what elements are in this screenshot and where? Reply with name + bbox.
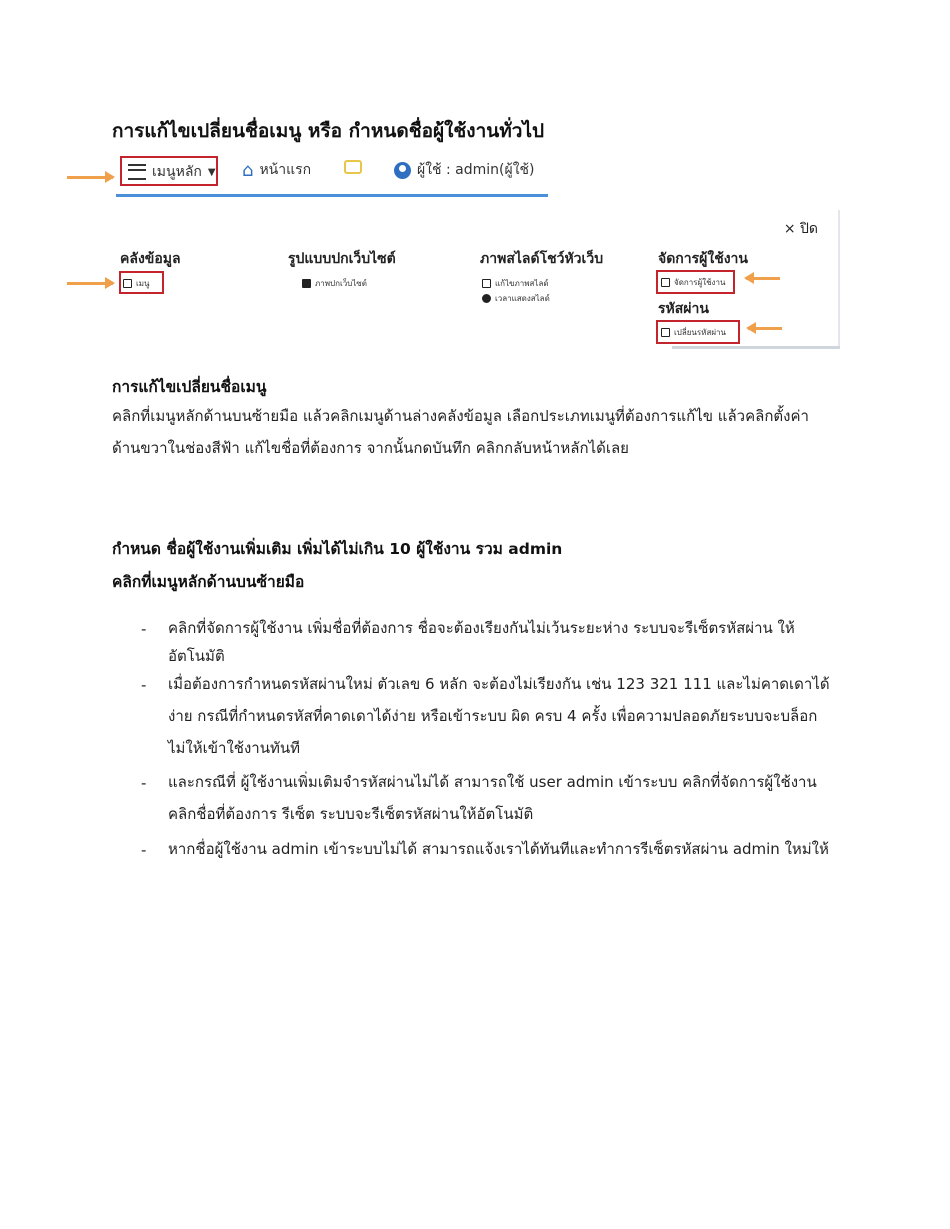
home-icon: ⌂ bbox=[242, 159, 254, 181]
cover-image-label: ภาพปกเว็บไซต์ bbox=[315, 279, 367, 288]
hamburger-icon bbox=[128, 164, 146, 180]
chat-link[interactable] bbox=[344, 160, 362, 174]
bullet-2-line-3: ไม่ให้เข้าใช้งานทันที bbox=[168, 739, 300, 757]
column-heading-website-cover: รูปแบบปกเว็บไซต์ bbox=[288, 251, 396, 267]
home-link[interactable] bbox=[242, 159, 311, 181]
bullet-2-line-1: เมื่อต้องการกำหนดรหัสผ่านใหม่ ตัวเลข 6 หลัก จะต้องไม่เรียงกัน เช่น 123 321 111 และไม่คาดเดาได้ bbox=[168, 675, 830, 693]
clock-icon bbox=[482, 294, 491, 303]
section1-line-1: คลิกที่เมนูหลักด้านบนซ้ายมือ แล้วคลิกเมนูด้านล่างคลังข้อมูล เลือกประเภทเมนูที่ต้องการแก้ไข แล้วคลิกตั้งค่า bbox=[112, 407, 809, 425]
bullet-2-line-2: ง่าย กรณีที่กำหนดรหัสที่คาดเดาได้ง่าย หรือเข้าระบบ ผิด ครบ 4 ครั้ง เพื่อความปลอดภัยระบบจะบล็อก bbox=[168, 707, 818, 725]
change-password-label: เปลี่ยนรหัสผ่าน bbox=[674, 328, 726, 337]
bullet-marker-4: - bbox=[141, 841, 147, 859]
menu-panel-screenshot bbox=[112, 210, 840, 350]
bullet-3-line-1: และกรณีที่ ผู้ใช้งานเพิ่มเติมจำรหัสผ่านไม่ได้ สามารถใช้ user admin เข้าระบบ คลิกที่จัดการผู้ใช้งาน bbox=[168, 773, 817, 791]
bullet-1-line-1: คลิกที่จัดการผู้ใช้งาน เพิ่มชื่อที่ต้องการ ชื่อจะต้องเรียงกันไม่เว้นระยะห่าง ระบบจะรีเซ็ตรหัสผ่าน ให้ bbox=[168, 619, 795, 637]
top-nav-screenshot bbox=[116, 152, 548, 197]
slide-time-link[interactable] bbox=[482, 292, 550, 305]
bullet-4-line-1: หากชื่อผู้ใช้งาน admin เข้าระบบไม่ได้ สามารถแจ้งเราได้ทันทีและทำการรีเซ็ตรหัสผ่าน admin ใหม่ให้ bbox=[168, 840, 829, 858]
section1-line-2: ด้านขวาในช่องสีฟ้า แก้ไขชื่อที่ต้องการ จากนั้นกดบันทึก คลิกกลับหน้าหลักได้เลย bbox=[112, 439, 629, 457]
pointer-arrow-user-management bbox=[746, 277, 780, 280]
cover-image-link[interactable] bbox=[302, 277, 367, 290]
close-button[interactable]: × ปิด bbox=[783, 221, 818, 237]
user-label: ผู้ใช้ : admin(ผู้ใช้) bbox=[417, 162, 535, 178]
caret-down-icon: ▼ bbox=[207, 166, 216, 178]
lock-icon bbox=[661, 328, 670, 337]
slide-time-label: เวลาแสดงสไลด์ bbox=[495, 294, 550, 303]
column-heading-archive: คลังข้อมูล bbox=[120, 251, 181, 267]
bullet-marker-3: - bbox=[141, 774, 147, 792]
user-link[interactable] bbox=[394, 159, 535, 181]
panel-bottom-border bbox=[672, 346, 840, 349]
menu-item-label: เมนู bbox=[136, 279, 150, 288]
pointer-arrow-change-password bbox=[748, 327, 782, 330]
list-icon bbox=[123, 279, 132, 288]
main-menu-button[interactable] bbox=[128, 161, 216, 183]
edit-slide-label: แก้ไขภาพสไลด์ bbox=[495, 279, 549, 288]
bullet-3-line-2: คลิกชื่อที่ต้องการ รีเซ็ต ระบบจะรีเซ็ตรหัสผ่านให้อัตโนมัติ bbox=[168, 805, 534, 823]
main-menu-label: เมนูหลัก bbox=[152, 164, 202, 180]
bullet-1-line-2: อัตโนมัติ bbox=[168, 647, 225, 665]
change-password-link[interactable] bbox=[661, 326, 726, 339]
menu-item-link[interactable] bbox=[123, 277, 149, 290]
column-heading-user-management: จัดการผู้ใช้งาน bbox=[658, 251, 748, 267]
image-icon bbox=[302, 279, 311, 288]
chat-icon bbox=[344, 160, 362, 174]
section2-subheading: คลิกที่เมนูหลักด้านบนซ้ายมือ bbox=[112, 573, 305, 591]
edit-slide-link[interactable] bbox=[482, 277, 549, 290]
pointer-arrow-archive bbox=[67, 282, 113, 285]
bullet-marker-2: - bbox=[141, 676, 147, 694]
user-icon bbox=[394, 162, 411, 179]
home-label: หน้าแรก bbox=[259, 162, 312, 178]
panel-edge bbox=[838, 210, 840, 346]
user-management-label: จัดการผู้ใช้งาน bbox=[674, 278, 726, 287]
lock-icon bbox=[661, 278, 670, 287]
column-heading-slideshow: ภาพสไลด์โชว์หัวเว็บ bbox=[480, 251, 604, 267]
section1-heading: การแก้ไขเปลี่ยนชื่อเมนู bbox=[112, 378, 267, 396]
bullet-marker-1: - bbox=[141, 620, 147, 638]
pointer-arrow-menu bbox=[67, 176, 113, 179]
password-heading: รหัสผ่าน bbox=[658, 301, 709, 317]
page-title: การแก้ไขเปลี่ยนชื่อเมนู หรือ กำหนดชื่อผู้ใช้งานทั่วไป bbox=[112, 120, 545, 142]
play-icon bbox=[482, 279, 491, 288]
user-management-link[interactable] bbox=[661, 276, 725, 289]
section2-heading: กำหนด ชื่อผู้ใช้งานเพิ่มเติม เพิ่มได้ไม่เกิน 10 ผู้ใช้งาน รวม admin bbox=[112, 540, 563, 558]
